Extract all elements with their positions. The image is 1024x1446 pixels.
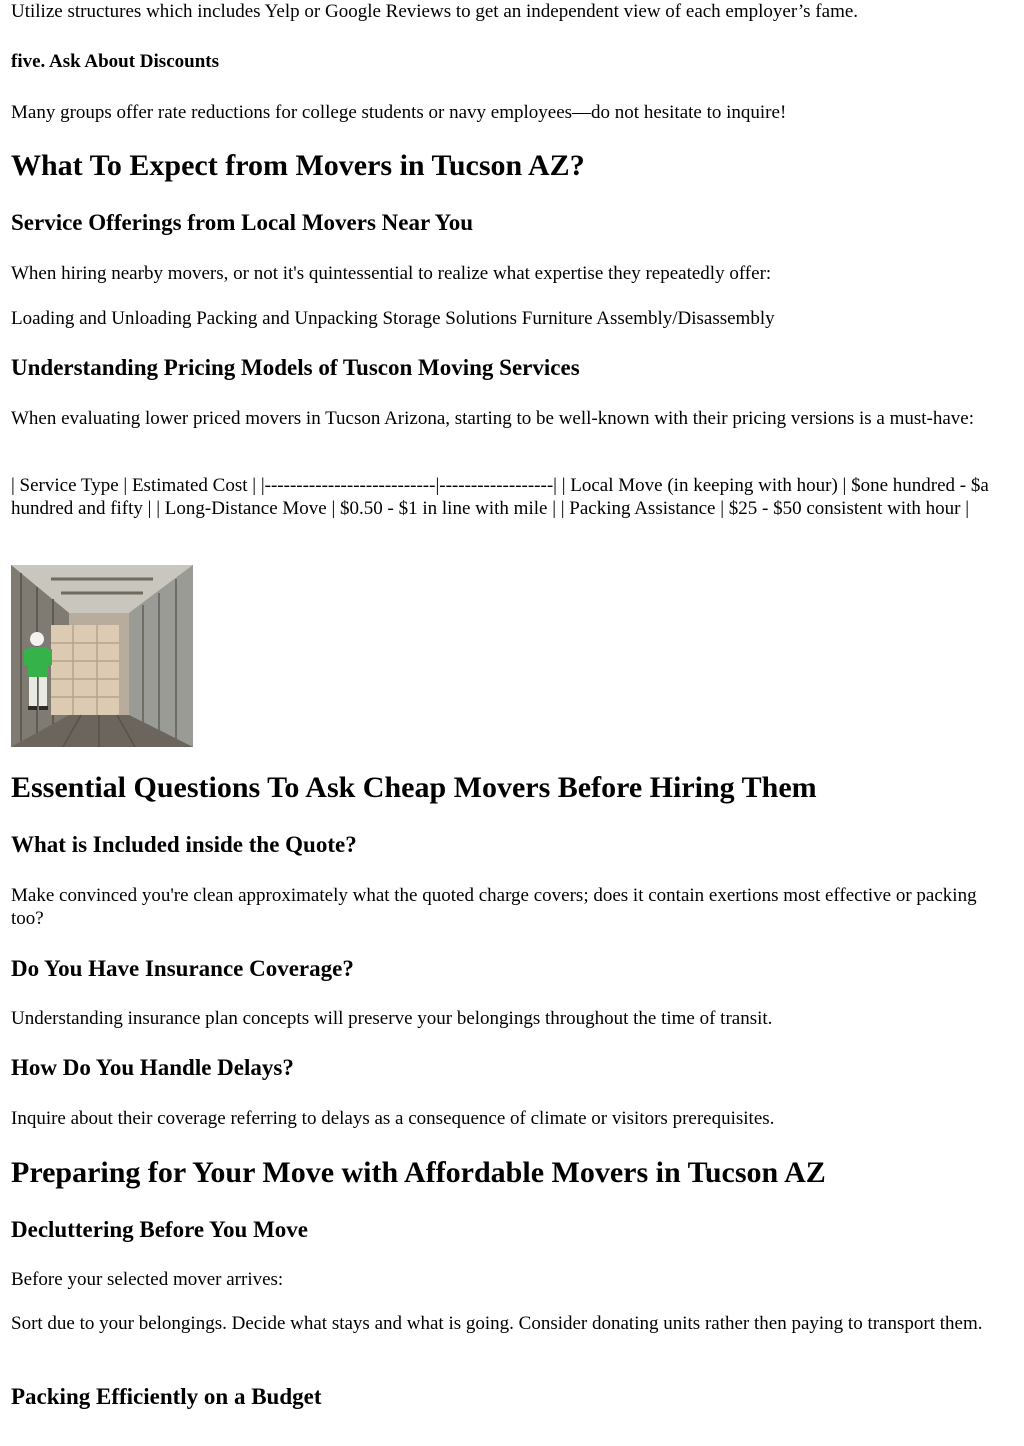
heading-decluttering: Decluttering Before You Move [11, 1217, 309, 1242]
heading-ask-about-discounts: five. Ask About Discounts [11, 51, 219, 72]
paragraph-discounts: Many groups offer rate reductions for college students or navy employees—do not hesitate to inquire! [11, 102, 787, 123]
heading-handle-delays: How Do You Handle Delays? [11, 1055, 294, 1080]
heading-included-in-quote: What is Included inside the Quote? [11, 832, 357, 857]
paragraph-delays: Inquire about their coverage referring to delays as a consequence of climate or visitors prerequisites. [11, 1108, 775, 1129]
heading-essential-questions: Essential Questions To Ask Cheap Movers Before Hiring Them [11, 771, 817, 804]
heading-preparing-for-move: Preparing for Your Move with Affordable Movers in Tucson AZ [11, 1156, 826, 1189]
heading-pricing-models: Understanding Pricing Models of Tuscon Moving Services [11, 355, 580, 380]
paragraph-services-list: Loading and Unloading Packing and Unpacking Storage Solutions Furniture Assembly/Disassembly [11, 308, 775, 329]
paragraph-before-mover: Before your selected mover arrives: [11, 1269, 284, 1290]
paragraph-pricing: When evaluating lower priced movers in Tucson Arizona, starting to be well-known with their pricing versions is a must-have: [11, 408, 974, 429]
heading-packing-budget: Packing Efficiently on a Budget [11, 1384, 322, 1409]
paragraph-hiring: When hiring nearby movers, or not it's quintessential to realize what expertise they repeatedly offer: [11, 263, 772, 284]
heading-service-offerings: Service Offerings from Local Movers Near You [11, 210, 474, 235]
paragraph-reviews: Utilize structures which includes Yelp or Google Reviews to get an independent view of each employer’s fame. [11, 1, 859, 22]
paragraph-sort-belongings: Sort due to your belongings. Decide what stays and what is going. Consider donating units rather then paying to transport them. [11, 1313, 983, 1334]
paragraph-pricing-table: | Service Type | Estimated Cost | |---------------------------|------------------| | Local Move (in keeping with hour) | $one hundred - $a hundred and fifty | | Long-Distance Move | $0.50 - $1 in line with mile | | Packing Assistance | $25 - $50 consistent with hour | [11, 475, 989, 519]
moving-truck-photo [11, 565, 193, 747]
heading-what-to-expect: What To Expect from Movers in Tucson AZ? [11, 149, 585, 182]
heading-insurance-coverage: Do You Have Insurance Coverage? [11, 956, 354, 981]
paragraph-quote: Make convinced you're clean approximately what the quoted charge covers; does it contain exertions most effective or packing too? [11, 885, 977, 929]
paragraph-insurance: Understanding insurance plan concepts will preserve your belongings throughout the time of transit. [11, 1008, 773, 1029]
